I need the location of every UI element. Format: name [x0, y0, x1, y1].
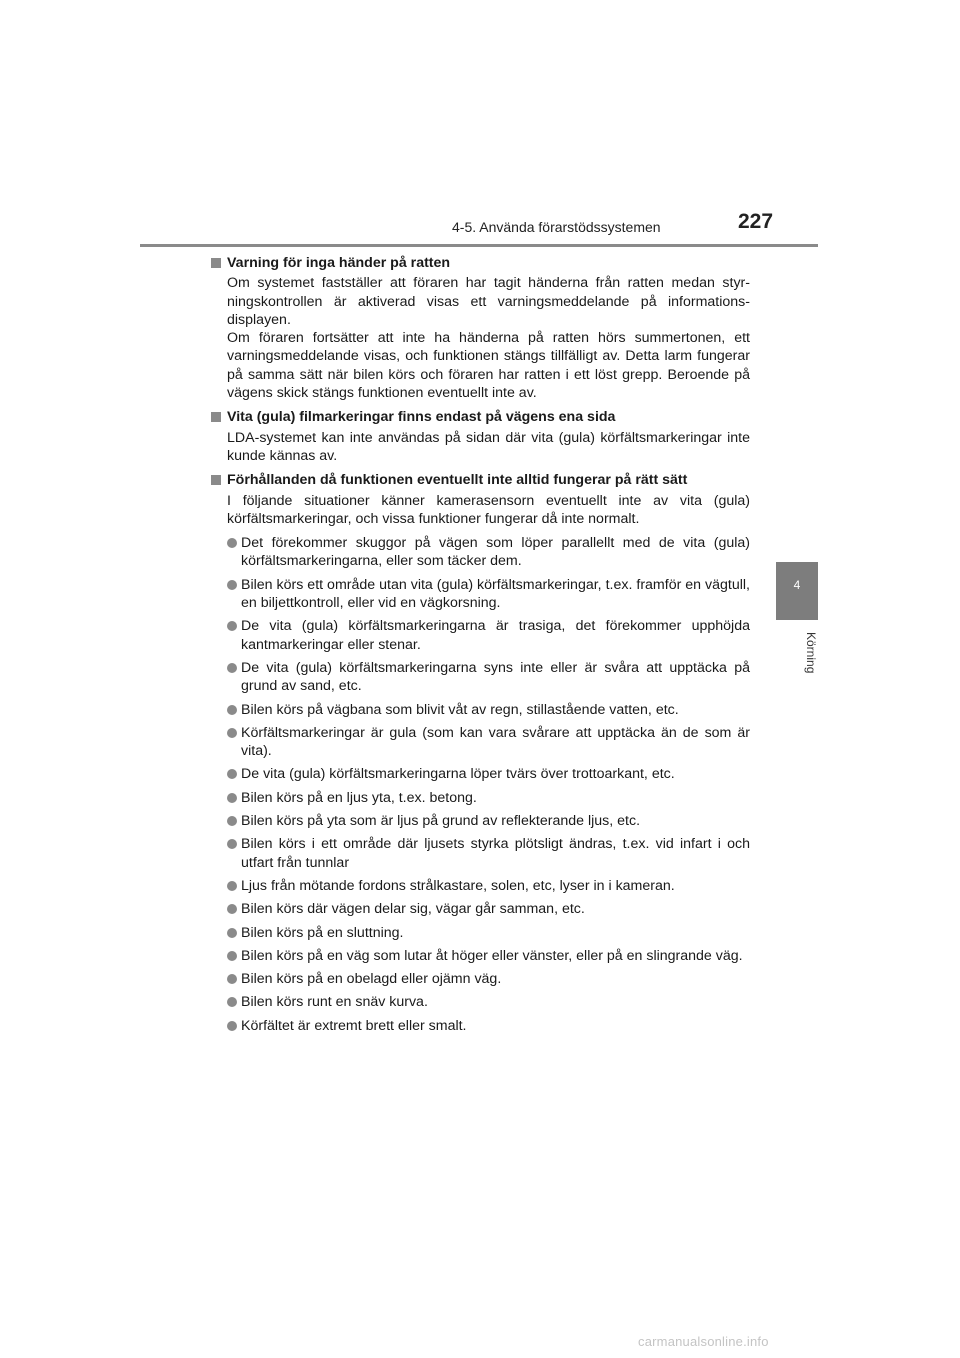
section-heading: [210, 471, 750, 489]
circle-bullet-icon: [227, 705, 237, 715]
circle-bullet-icon: [227, 663, 237, 673]
list-item-text: Ljus från mötande fordons strålkastare, solen, etc, lyser in i kameran.: [241, 877, 675, 894]
list-item-text: Bilen körs på en ljus yta, t.ex. betong.: [241, 789, 477, 806]
list-item-text: De vita (gula) körfältsmarkeringarna är trasiga, det förekommer upphöjda kantmarkeringar eller stenar.: [241, 618, 750, 653]
list-item: [227, 993, 750, 1011]
list-item-text: Bilen körs på vägbana som blivit våt av regn, stillastående vatten, etc.: [241, 701, 679, 718]
circle-bullet-icon: [227, 816, 237, 826]
list-item: [227, 659, 750, 696]
list-item-text: Bilen körs runt en snäv kurva.: [241, 994, 428, 1011]
paragraph: Om föraren fortsätter att inte ha händerna på ratten hörs summertonen, ett varningsmeddelande visas, och funktionen stängs tillfälligt av. Detta larm fungerar på samma sätt när bilen körs och föraren har ratten i ett löst grepp. Beroende på vägens skick stängs funktionen eventuellt inte av.: [227, 330, 750, 402]
square-bullet-icon: [211, 475, 221, 485]
list-item-text: De vita (gula) körfältsmarkeringarna syns inte eller är svåra att upptäcka på grund av sand, etc.: [241, 659, 750, 695]
paragraph: I följande situationer känner kamerasensorn eventuellt inte av vita (gula) körfältsmarkeringar, och vissa funktioner fungerar då inte normalt.: [227, 492, 750, 527]
circle-bullet-icon: [227, 881, 237, 891]
list-item: [227, 970, 750, 988]
list-item-text: Körfältet är extremt brett eller smalt.: [241, 1017, 467, 1034]
list-item: [227, 877, 750, 895]
page-number: 227: [738, 210, 774, 233]
list-item-text: Det förekommer skuggor på vägen som löper parallellt med de vita (gula) körfältsmarkeringarna, eller som täcker dem.: [241, 535, 750, 570]
list-item: [227, 900, 750, 918]
circle-bullet-icon: [227, 621, 237, 631]
list-item: [227, 924, 750, 942]
section-heading: [210, 254, 750, 272]
circle-bullet-icon: [227, 951, 237, 961]
circle-bullet-icon: [227, 974, 237, 984]
list-item: [227, 724, 750, 761]
list-item-text: Bilen körs ett område utan vita (gula) körfältsmarkeringar, t.ex. framför en vägtull, en biljettkontroll, eller vid en vägkorsning.: [241, 576, 750, 612]
section-heading-text: Varning för inga händer på ratten: [227, 255, 451, 271]
square-bullet-icon: [211, 258, 221, 268]
circle-bullet-icon: [227, 1021, 237, 1031]
chapter-tab: [776, 562, 818, 620]
list-item-text: Bilen körs på yta som är ljus på grund av reflekterande ljus, etc.: [241, 813, 641, 830]
list-item: [227, 812, 750, 830]
list-item: [227, 1017, 750, 1035]
circle-bullet-icon: [227, 728, 237, 738]
list-item: [227, 617, 750, 654]
page-header: [0, 0, 960, 250]
list-item: [227, 789, 750, 807]
list-item-text: Bilen körs i ett område där ljusets styrka plötsligt ändras, t.ex. vid infart i och utfart från tunnlar: [241, 836, 750, 871]
circle-bullet-icon: [227, 580, 237, 590]
section-heading: [210, 408, 750, 426]
section-title: 4-5. Använda förarstödssystemen: [452, 219, 661, 235]
circle-bullet-icon: [227, 769, 237, 779]
list-item-text: Bilen körs på en obelagd eller ojämn väg.: [241, 971, 502, 988]
square-bullet-icon: [211, 412, 221, 422]
paragraph: Om systemet fastställer att föraren har tagit händerna från ratten medan styrningskontrollen är aktiverad visas ett varningsmeddelande på informationsdisplayen.: [227, 275, 750, 328]
watermark: carmanualsonline.info: [638, 1334, 769, 1349]
section-heading-text: Förhållanden då funktionen eventuellt inte alltid fungerar på rätt sätt: [227, 472, 688, 489]
circle-bullet-icon: [227, 793, 237, 803]
chapter-label: Körning: [804, 632, 818, 674]
list-item: [227, 576, 750, 613]
paragraph: LDA-systemet kan inte användas på sidan där vita (gula) körfältsmarkeringar inte kunde kännas av.: [227, 429, 750, 464]
content-section: [210, 254, 750, 402]
list-item: [227, 947, 750, 965]
list-item: [227, 765, 750, 783]
circle-bullet-icon: [227, 997, 237, 1007]
list-item-text: Bilen körs på en väg som lutar åt höger eller vänster, eller på en slingrande väg.: [241, 947, 743, 964]
circle-bullet-icon: [227, 904, 237, 914]
circle-bullet-icon: [227, 538, 237, 548]
content-section: [210, 471, 750, 1035]
list-item-text: Bilen körs på en sluttning.: [241, 924, 404, 941]
bullet-list: [227, 534, 750, 1035]
chapter-number: 4: [793, 578, 801, 592]
section-heading-text: Vita (gula) filmarkeringar finns endast på vägens ena sida: [227, 409, 616, 426]
list-item-text: Körfältsmarkeringar är gula (som kan vara svårare att upptäcka än de som är vita).: [241, 724, 750, 760]
circle-bullet-icon: [227, 839, 237, 849]
content-section: [210, 408, 750, 465]
list-item: [227, 835, 750, 872]
list-item: [227, 534, 750, 571]
header-rule: [140, 244, 818, 247]
list-item-text: Bilen körs där vägen delar sig, vägar går samman, etc.: [241, 901, 585, 918]
page-content: [210, 254, 750, 1041]
list-item-text: De vita (gula) körfältsmarkeringarna löper tvärs över trottoarkant, etc.: [241, 766, 675, 783]
list-item: [227, 701, 750, 719]
circle-bullet-icon: [227, 928, 237, 938]
